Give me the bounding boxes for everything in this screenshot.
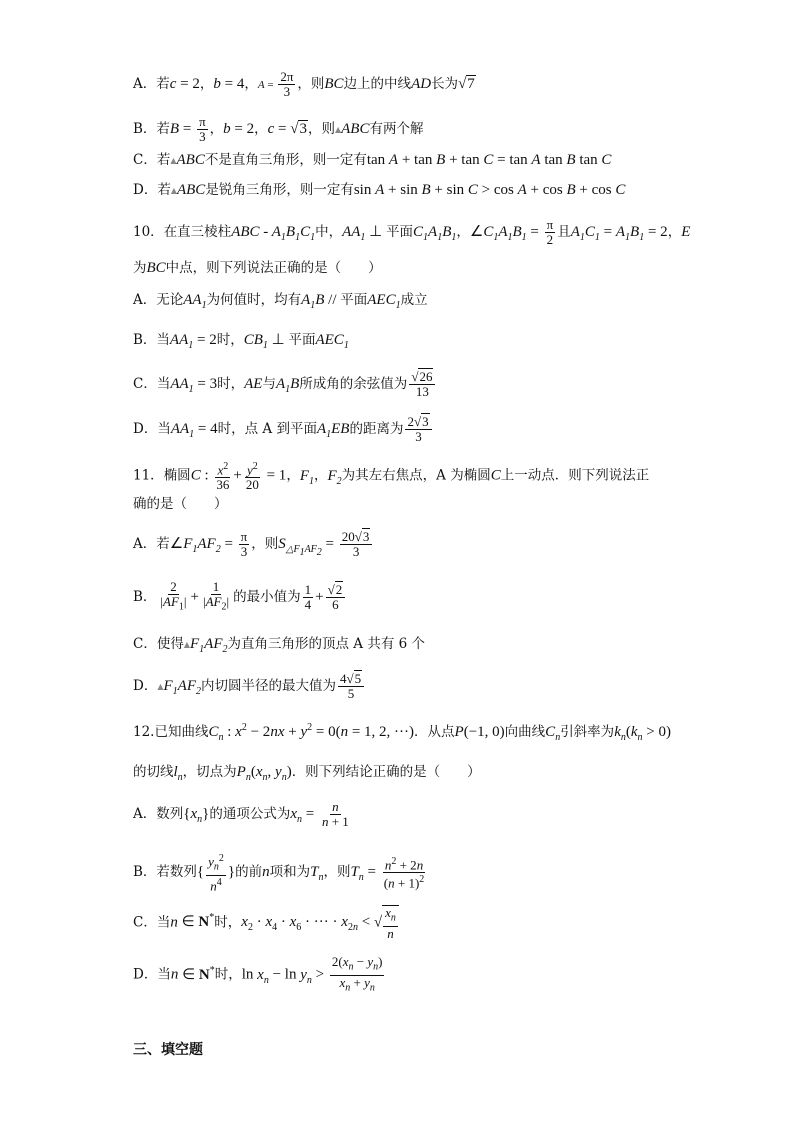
option-label: A． <box>133 536 157 552</box>
option-label: D． <box>133 966 158 983</box>
option-text: 若 <box>156 152 171 168</box>
option-text: ，则 <box>307 121 335 137</box>
option-label: C． <box>133 152 157 168</box>
question-number: 10． <box>133 224 164 240</box>
stem-text: 椭圆 <box>163 467 191 484</box>
option-text: 使得 <box>156 636 184 652</box>
option-label: B． <box>133 864 157 881</box>
question-number: 11． <box>133 467 164 484</box>
option-text: 当 <box>156 914 171 931</box>
option-text: 的通项公式为 <box>209 806 291 822</box>
q9-option-b: B．若B = $\frac{\pi}{3}$ ，b = 2，c = √3，则▲ABC有两个解 <box>133 114 424 144</box>
option-text: 的前 <box>235 864 263 881</box>
option-text: 若 <box>157 182 171 198</box>
q12-stem-line2: 的切线$l_n$，切点为$P_n(x_n$, $y_n$)．则下列结论正确的是（ ） <box>133 764 481 783</box>
option-label: D． <box>133 678 158 694</box>
stem-text: ， <box>456 224 470 240</box>
q9-option-c: C．若▲ABC不是直角三角形，则一定有tan A + tan B + tan C = tan A tan B tan C <box>133 152 612 168</box>
q12-option-a: A．数列$\{x_n\}$的通项公式为$x_n$ = $\frac{n}{n + 1}$ <box>133 799 349 829</box>
option-text: ，则 <box>323 864 351 881</box>
q11-option-b: B． $\frac{2}{|AF_1|}$ + $\frac{1}{|AF_2|}$ 的最小值为 $\frac{1}{4}$ + $\frac{√2}{6}$ <box>133 580 347 615</box>
q11-option-c: C．使得$▲F_1AF_2$为直角三角形的顶点 A 共有 6 个 <box>133 636 426 655</box>
stem-text: 在直三棱柱 <box>163 224 232 240</box>
option-label: A． <box>133 76 157 92</box>
option-text: 为何值时，均有 <box>206 292 302 308</box>
q10-option-c: C．当$AA_1 = 3$时，AE与$A_1B$所成角的余弦值为 $\frac{√26}{13}$ <box>133 370 437 400</box>
q11-stem-line2 <box>133 494 228 514</box>
option-text: 的距离为 <box>349 421 404 437</box>
q10-option-a: A．无论$AA_1$为何值时，均有$A_1B$ // 平面$AEC_1$成立 <box>133 292 428 311</box>
q9-option-a: A．若c = 2，b = 4，A = $\frac{2\pi}{3}$ ，则BC边上的中线AD长为√7 <box>133 69 475 99</box>
section-title: 三、填空题 <box>133 1042 203 1058</box>
option-text: 时， <box>214 966 242 983</box>
q10-stem-line1: 10．在直三棱柱ABC - $A_1B_1C_1$中，$AA_1$ ⊥ 平面$C_1A_1B_1$，$\angle C_1A_1B_1$ = $\frac{\pi}{2}$ 且$A_1C_1 = A_1B_1 = 2$，E <box>133 217 691 247</box>
stem-text: ， <box>286 467 300 484</box>
option-label: B． <box>133 332 157 348</box>
question-number: 12. <box>133 724 155 740</box>
option-text: 若数列 <box>156 864 197 881</box>
stem-text: 已知曲线 <box>154 724 209 740</box>
option-text: 项和为 <box>269 864 311 881</box>
option-text: 的最小值为 <box>233 588 301 605</box>
option-text: 无论 <box>156 292 184 308</box>
option-text: 时， <box>216 332 244 348</box>
stem-text: 引斜率为 <box>560 724 615 740</box>
stem-text: ，切点为 <box>182 764 237 780</box>
option-label: B． <box>133 588 157 605</box>
q12-stem-line1: 12.已知曲线$C_n$ : $x^2 - 2nx + y^2 = 0(n = 1$, 2, ···)．从点P(−1, 0)向曲线$C_n$引斜率为$k_n(k_n > 0)$ <box>133 722 671 743</box>
option-label: A． <box>133 292 157 308</box>
option-text: 若 <box>156 536 170 552</box>
option-text: 时， <box>217 376 245 392</box>
option-label: A． <box>133 806 157 822</box>
option-text: 时，点 A 到平面 <box>217 421 317 437</box>
stem-text: 为其左右焦点，A 为椭圆 <box>341 467 491 484</box>
stem-text: 中， <box>315 224 343 240</box>
q10-option-d: D．当$AA_1 = 4$时，点 A 到平面$A_1EB$的距离为 $\frac{2√3}{3}$ <box>133 415 434 445</box>
stem-text: ．则下列结论正确的是（ ） <box>291 764 481 780</box>
q12-option-d: D．当n ∈ N*时，$\ln x_n - \ln y_n$ > $\frac{2(x_n - y_n)}{x_n + y_n}$ <box>133 954 383 994</box>
option-text: 当 <box>157 966 171 983</box>
option-text: 与 <box>262 376 276 392</box>
option-text: 当 <box>157 421 171 437</box>
option-text: 当 <box>156 376 171 392</box>
q9-option-d: D．若▲ABC是锐角三角形，则一定有sin A + sin B + sin C > cos A + cos B + cos C <box>133 182 626 198</box>
option-text: 当 <box>156 332 170 348</box>
option-text: ，则 <box>251 536 279 552</box>
stem-text: 为 <box>133 260 147 276</box>
q11-stem-line1: 11．椭圆C : $\frac{x^2}{36}$ + $\frac{y^2}{20}$ = 1，$F_1$，$F_2$为其左右焦点，A 为椭圆C上一动点．则下列说法正 <box>133 461 650 493</box>
option-label: D． <box>133 421 158 437</box>
option-label: C． <box>133 914 157 931</box>
stem-text: ， <box>313 467 328 484</box>
q10-stem-line2: 为BC中点，则下列说法正确的是（ ） <box>133 260 382 276</box>
stem-text: ．从点 <box>414 724 455 740</box>
option-text: 长为 <box>431 76 459 92</box>
stem-text: 确的是（ ） <box>133 496 228 512</box>
option-text: 若 <box>156 121 170 137</box>
stem-text: 中点，则下列说法正确的是（ ） <box>165 260 382 276</box>
option-text: 数列 <box>156 806 184 822</box>
stem-text: 的切线 <box>133 764 174 780</box>
option-label: B． <box>133 121 157 137</box>
stem-text: 上一动点．则下列说法正 <box>500 467 650 484</box>
stem-text: 向曲线 <box>504 724 546 740</box>
option-label: C． <box>133 636 157 652</box>
option-text: 平面 <box>288 332 316 348</box>
option-text: 为直角三角形的顶点 A 共有 6 个 <box>227 636 426 652</box>
option-text: 时， <box>214 914 242 931</box>
option-text: 成立 <box>400 292 428 308</box>
q12-option-b: B．若数列{ $\frac{y_n^2}{n^4}$ }的前n项和为$T_n$，则$T_n$ = $\frac{n^2 + 2n}{(n + 1)^2}$ <box>133 853 425 894</box>
option-text: 是锐角三角形，则一定有 <box>205 182 354 198</box>
option-text: 平面 <box>340 292 368 308</box>
option-text: 不是直角三角形，则一定有 <box>204 152 367 168</box>
option-text: 所成角的余弦值为 <box>299 376 408 392</box>
option-label: D． <box>133 182 158 198</box>
stem-text: 且 <box>557 224 571 240</box>
q10-option-b: B．当$AA_1 = 2$时，$CB_1$ ⊥ 平面$AEC_1$ <box>133 332 349 351</box>
stem-text: 平面 <box>386 224 413 240</box>
option-text: 若 <box>156 76 170 92</box>
option-text: ，则 <box>297 76 325 92</box>
option-text: 边上的中线 <box>343 76 412 92</box>
q11-option-a: A．若$\angle F_1AF_2$ = $\frac{\pi}{3}$ ，则$S_{\triangle F_1AF_2}$ = $\frac{20√3}{3}$ <box>133 530 374 563</box>
option-text: 有两个解 <box>369 121 424 137</box>
option-label: C． <box>133 376 157 392</box>
q12-option-c: C．当n ∈ N*时，$x_2 \cdot x_4 \cdot x_6$ · ··· · $x_{2n}$ < √ $\frac{x_n}{n}$ <box>133 905 401 941</box>
option-text: 内切圆半径的最大值为 <box>200 678 336 694</box>
q11-option-d: D．$▲F_1AF_2$内切圆半径的最大值为 $\frac{4√5}{5}$ <box>133 672 366 702</box>
